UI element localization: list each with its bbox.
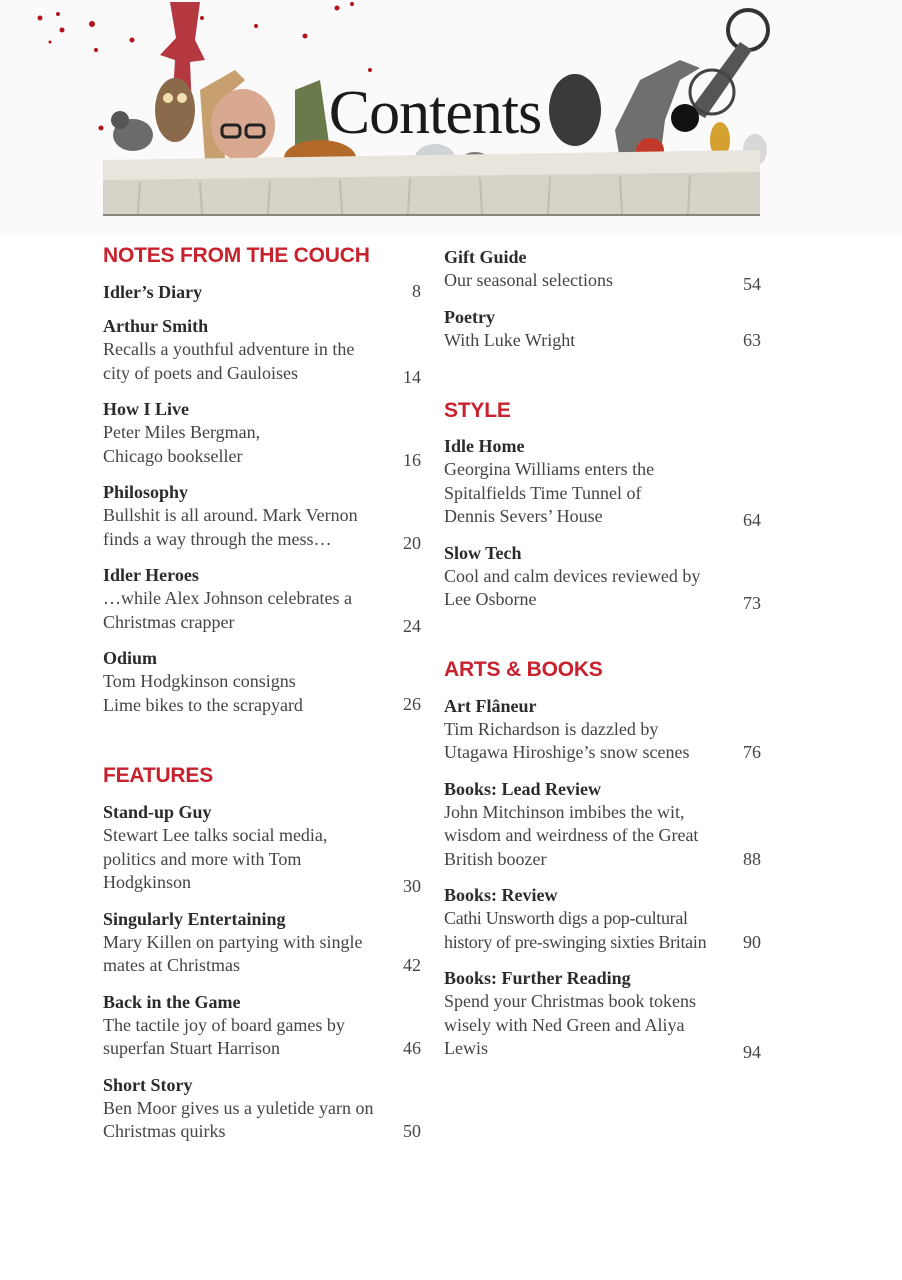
entry-title: How I Live	[103, 399, 190, 419]
toc-entry[interactable]	[444, 245, 761, 293]
toc-entry[interactable]	[444, 694, 761, 765]
entry-page-number: 64	[743, 510, 761, 530]
toc-entry[interactable]	[444, 777, 761, 872]
section-heading-style: STYLE	[444, 399, 511, 422]
toc-entry[interactable]	[444, 883, 761, 954]
entry-page-number: 42	[403, 955, 421, 975]
entry-page-number: 46	[403, 1038, 421, 1058]
toc-entry[interactable]	[103, 907, 421, 978]
toc-entry[interactable]	[103, 646, 421, 717]
page-title: Contents	[328, 79, 542, 147]
entry-description: The tactile joy of board games by superfan Stuart Harrison	[103, 1014, 345, 1058]
entry-page-number: 16	[403, 449, 421, 470]
entry-page-number: 26	[403, 694, 421, 714]
entry-page-number: 63	[743, 329, 761, 350]
entry-description: …while Alex Johnson celebrates a Christmas crapper	[103, 588, 352, 632]
entry-description: Tim Richardson is dazzled by Utagawa Hiroshige’s snow scenes	[444, 718, 690, 762]
entry-description: With Luke Wright	[444, 329, 576, 350]
entry-title: Gift Guide	[444, 247, 527, 267]
toc-entry[interactable]	[444, 305, 761, 353]
entry-title: Poetry	[444, 306, 495, 327]
entry-page-number: 76	[743, 742, 761, 762]
entry-title: Arthur Smith	[103, 316, 209, 336]
toc-left-column	[103, 243, 421, 1144]
entry-description: Spend your Christmas book tokens wisely with Ned Green and Aliya Lewis	[444, 991, 696, 1058]
entry-title: Back in the Game	[103, 991, 241, 1012]
toc-right-column	[444, 245, 761, 1061]
entry-page-number: 14	[403, 366, 421, 387]
entry-title: Slow Tech	[444, 542, 522, 563]
contents-banner	[0, 0, 902, 235]
entry-description: Stewart Lee talks social media, politics and more with Tom Hodgkinson	[103, 825, 328, 892]
entry-title: Singularly Entertaining	[103, 908, 286, 929]
entry-title: Stand-up Guy	[103, 802, 212, 822]
entry-page-number: 90	[743, 931, 761, 952]
entry-title: Philosophy	[103, 482, 189, 502]
toc-entry[interactable]	[103, 990, 421, 1061]
entry-page-number: 50	[403, 1121, 421, 1141]
entry-description: Cathi Unsworth digs a pop-cultural history of pre-swinging sixties Britain	[444, 908, 707, 952]
section-heading-features: FEATURES	[103, 764, 214, 787]
entry-title: Idler Heroes	[103, 565, 199, 585]
entry-page-number: 24	[403, 615, 421, 636]
entry-title: Books: Lead Review	[444, 778, 601, 799]
entry-description: Recalls a youthful adventure in the city of poets and Gauloises	[103, 339, 355, 383]
entry-page-number: 30	[403, 876, 421, 896]
entry-title: Idle Home	[444, 436, 525, 456]
entry-title: Short Story	[103, 1074, 193, 1095]
entry-page-number: 73	[743, 593, 761, 613]
section-heading-arts-books: ARTS & BOOKS	[444, 657, 603, 681]
entry-description: John Mitchinson imbibes the wit, wisdom and weirdness of the Great British boozer	[444, 801, 699, 869]
entry-page-number: 88	[743, 848, 761, 869]
toc-entry[interactable]	[103, 314, 421, 385]
entry-description: Ben Moor gives us a yuletide yarn on Christmas quirks	[103, 1097, 374, 1141]
toc-entry[interactable]	[103, 397, 421, 468]
toc-entry[interactable]	[103, 280, 421, 304]
toc-entry[interactable]	[103, 1073, 421, 1144]
entry-title: Odium	[103, 648, 158, 668]
entry-description: Our seasonal selections	[444, 270, 613, 290]
entry-description: Cool and calm devices reviewed by Lee Osborne	[444, 565, 701, 609]
entry-page-number: 94	[743, 1042, 761, 1062]
entry-description: Peter Miles Bergman, Chicago bookseller	[103, 422, 261, 466]
toc-entry[interactable]	[444, 966, 761, 1061]
toc-entry[interactable]	[444, 541, 761, 612]
entry-title: Books: Review	[444, 885, 558, 905]
entry-title: Idler’s Diary	[103, 282, 203, 302]
toc-entry[interactable]	[103, 480, 421, 551]
entry-description: Bullshit is all around. Mark Vernon finds a way through the mess…	[103, 505, 358, 549]
entry-page-number: 20	[403, 532, 421, 553]
entry-title: Books: Further Reading	[444, 968, 631, 988]
toc-entry[interactable]	[103, 563, 421, 634]
entry-description: Georgina Williams enters the Spitalfields Time Tunnel of Dennis Severs’ House	[444, 459, 655, 526]
toc-entry[interactable]	[444, 434, 761, 529]
entry-title: Art Flâneur	[444, 695, 537, 716]
section-heading-notes: NOTES FROM THE COUCH	[103, 244, 370, 267]
entry-page-number: 8	[412, 281, 421, 301]
entry-page-number: 54	[743, 274, 761, 294]
entry-description: Tom Hodgkinson consigns Lime bikes to the scrapyard	[103, 671, 303, 715]
toc-entry[interactable]	[103, 800, 421, 895]
entry-description: Mary Killen on partying with single mates at Christmas	[103, 931, 363, 975]
